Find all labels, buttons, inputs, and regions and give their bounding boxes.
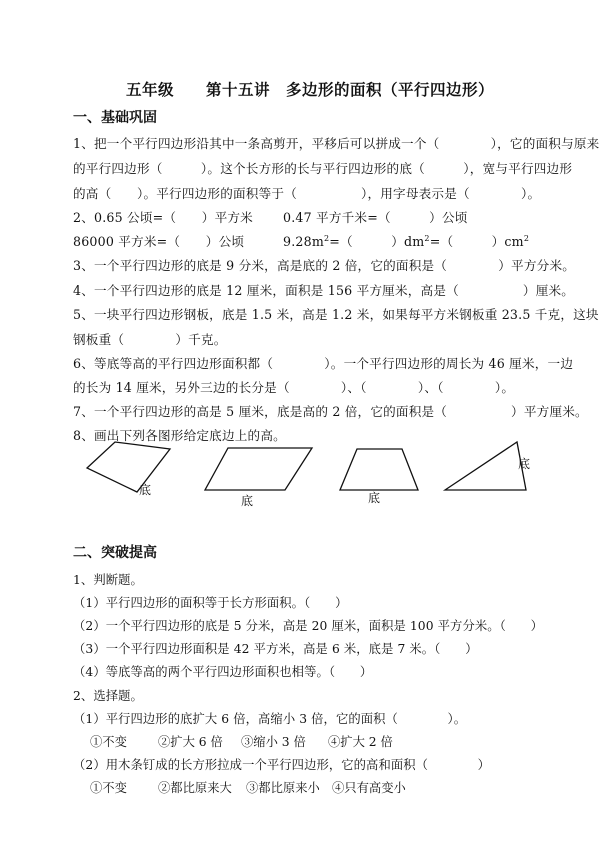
choice-q2-option: ②都比原来大 — [158, 781, 232, 795]
q2-part-d: $9.28m^2=$（ ）$dm^2=$（ ）$cm^2$ — [283, 233, 530, 249]
parallelogram-shape — [205, 448, 312, 490]
q5-line1: 5、一块平行四边形钢板，底是 1.5 米，高是 1.2 米，如果每平方米钢板重 23.5 千克，这块 — [73, 307, 599, 322]
q1-line2: 的平行四边形（ ）。这个长方形的长与平行四边形的底（ ），宽与平行四边形 — [73, 161, 573, 176]
judge-item: （1）平行四边形的面积等于长方形面积。（ ） — [73, 596, 348, 610]
q8: 8、画出下列各图形给定底边上的高。 — [73, 428, 286, 443]
judge-item: （4）等底等高的两个平行四边形面积也相等。（ ） — [73, 665, 373, 679]
choice-title: 2、选择题。 — [73, 689, 143, 703]
choice-q1-option: ②扩大 6 倍 — [158, 735, 223, 749]
q1-line3: 的高（ ）。平行四边形的面积等于（ ），用字母表示是（ ）。 — [73, 186, 541, 201]
geometry-figures — [0, 430, 600, 510]
triangle-base-label: 底 — [518, 457, 531, 471]
choice-q2: （2）用木条钉成的长方形拉成一个平行四边形，它的高和面积（ ） — [73, 758, 491, 772]
section-heading-basics: 一、基础巩固 — [73, 110, 157, 126]
section-heading-advanced: 二、突破提高 — [73, 545, 157, 561]
q5-line2: 钢板重（ ）千克。 — [73, 332, 227, 347]
triangle-shape — [445, 442, 526, 490]
judge-item: （3）一个平行四边形面积是 42 平方米，高是 6 米，底是 7 米。（ ） — [73, 642, 478, 656]
q7: 7、一个平行四边形的高是 5 厘米，底是高的 2 倍，它的面积是（ ）平方厘米。 — [73, 404, 588, 419]
choice-q2-option: ④只有高变小 — [332, 781, 406, 795]
choice-q1-option: ①不变 — [90, 735, 127, 749]
q3: 3、一个平行四边形的底是 9 分米，高是底的 2 倍，它的面积是（ ）平方分米。 — [73, 258, 576, 273]
rhombus-base-label: 底 — [139, 483, 152, 497]
judge-title: 1、判断题。 — [73, 573, 143, 587]
choice-q2-option: ①不变 — [90, 781, 127, 795]
choice-q1: （1）平行四边形的底扩大 6 倍，高缩小 3 倍，它的面积（ ）。 — [73, 712, 467, 726]
q6-line2: 的长为 14 厘米，另外三边的长分是（ ）、（ ）、（ ）。 — [73, 380, 515, 395]
q4: 4、一个平行四边形的底是 12 厘米，面积是 156 平方厘米，高是（ ）厘米。 — [73, 283, 575, 298]
q2-part-c: 86000 平方米=（ ）公顷 — [73, 234, 245, 249]
choice-q2-option: ③都比原来小 — [246, 781, 320, 795]
rhombus-shape — [87, 442, 170, 492]
trapezoid-base-label: 底 — [368, 491, 381, 505]
q6-line1: 6、等底等高的平行四边形面积都（ ）。一个平行四边形的周长为 46 厘米，一边 — [73, 356, 574, 371]
judge-item: （2）一个平行四边形的底是 5 分米，高是 20 厘米，面积是 100 平方分米。（ ） — [73, 619, 544, 633]
q2-part-b: 0.47 平方千米=（ ）公顷 — [283, 210, 468, 225]
q2-part-a: 2、0.65 公顷=（ ）平方米 — [73, 210, 253, 225]
choice-q1-option: ③缩小 3 倍 — [241, 735, 306, 749]
choice-q1-option: ④扩大 2 倍 — [328, 735, 393, 749]
trapezoid-shape — [340, 449, 418, 490]
parallelogram-base-label: 底 — [241, 494, 254, 508]
page-title: 五年级 第十五讲 多边形的面积（平行四边形） — [126, 80, 495, 99]
q1-line1: 1、把一个平行四边形沿其中一条高剪开，平移后可以拼成一个（ ），它的面积与原来 — [73, 136, 600, 151]
